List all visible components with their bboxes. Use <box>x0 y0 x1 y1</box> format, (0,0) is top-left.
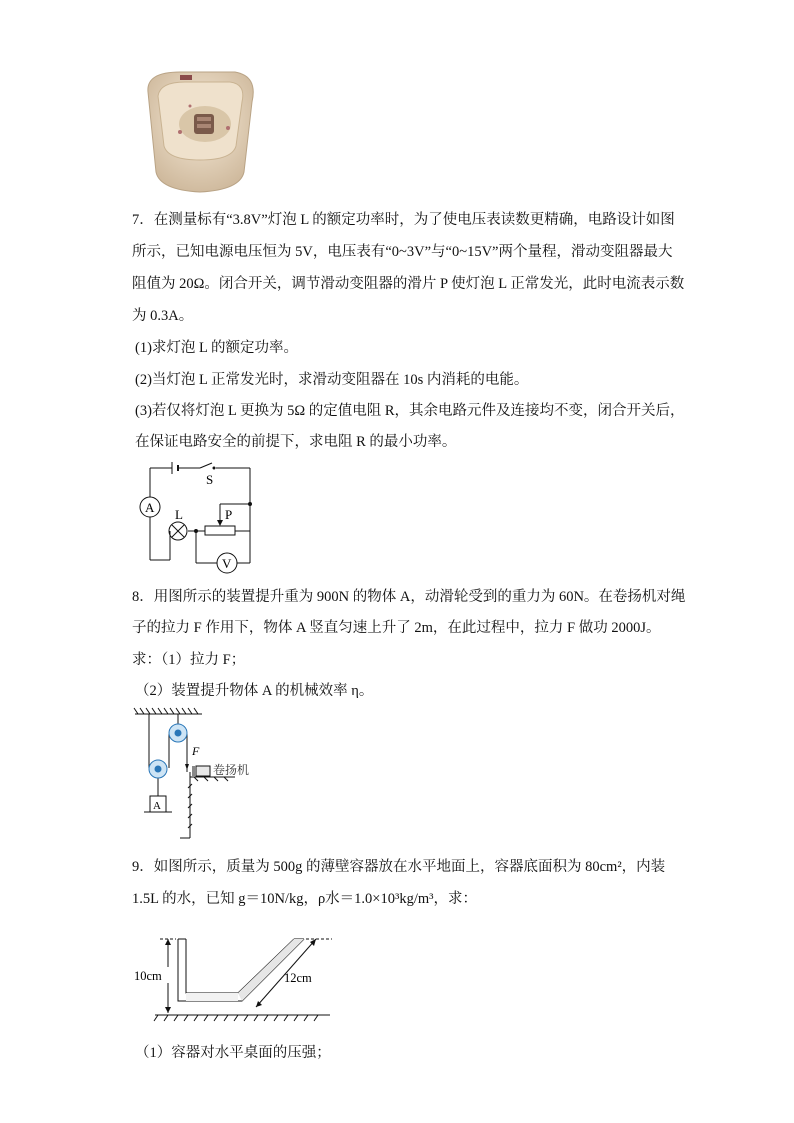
q9-line-1: 9．如图所示，质量为 500g 的薄壁容器放在水平地面上，容器底面积为 80cm²，内装 <box>132 859 666 875</box>
switch-label: S <box>206 472 214 487</box>
q7-line-2: 所示，已知电源电压恒为 5V，电压表有“0~3V”与“0~15V”两个量程，滑动变阻器最大 <box>132 244 673 260</box>
force-label: F <box>192 744 200 758</box>
object-a-label: A <box>153 800 161 812</box>
q8-line-1: 8．用图所示的装置提升重为 900N 的物体 A，动滑轮受到的重力为 60N。在卷扬机对绳 <box>132 589 686 605</box>
q7-sub-3: (3)若仅将灯泡 L 更换为 5Ω 的定值电阻 R，其余电路元件及连接均不变，闭合开关后， <box>135 403 685 419</box>
ammeter-label: A <box>145 500 155 515</box>
foot-bath-image <box>140 62 260 197</box>
q7-sub-2: (2)当灯泡 L 正常发光时，求滑动变阻器在 10s 内消耗的电能。 <box>135 372 529 388</box>
q9-sub-1: （1）容器对水平桌面的压强； <box>135 1045 331 1061</box>
q9-line-2: 1.5L 的水，已知 g＝10N/kg，ρ水＝1.0×10³kg/m³，求： <box>132 891 477 907</box>
q8-line-2: 子的拉力 F 作用下，物体 A 竖直匀速上升了 2m，在此过程中，拉力 F 做功 2000J。 <box>132 620 661 636</box>
q8-line-4: （2）装置提升物体 A 的机械效率 η。 <box>135 683 374 699</box>
pulley-diagram <box>130 704 270 844</box>
lamp-label: L <box>175 507 183 522</box>
slider-label: P <box>225 507 233 522</box>
height-slant-label: 12cm <box>284 971 312 985</box>
circuit-diagram <box>130 460 260 575</box>
q7-line-4: 为 0.3A。 <box>132 308 194 324</box>
height-left-label: 10cm <box>134 969 162 983</box>
q7-line-1: 7．在测量标有“3.8V”灯泡 L 的额定功率时，为了使电压表读数更精确，电路设计如图 <box>132 212 675 228</box>
voltmeter-label: V <box>222 556 232 571</box>
container-diagram <box>130 925 345 1025</box>
q7-sub-3-cont: 在保证电路安全的前提下，求电阻 R 的最小功率。 <box>135 434 457 450</box>
q7-sub-1: (1)求灯泡 L 的额定功率。 <box>135 340 298 356</box>
q7-line-3: 阻值为 20Ω。闭合开关，调节滑动变阻器的滑片 P 使灯泡 L 正常发光，此时电流表示数 <box>132 276 685 292</box>
winch-label: 卷扬机 <box>213 763 250 777</box>
q8-line-3: 求：（1）拉力 F； <box>132 652 246 668</box>
